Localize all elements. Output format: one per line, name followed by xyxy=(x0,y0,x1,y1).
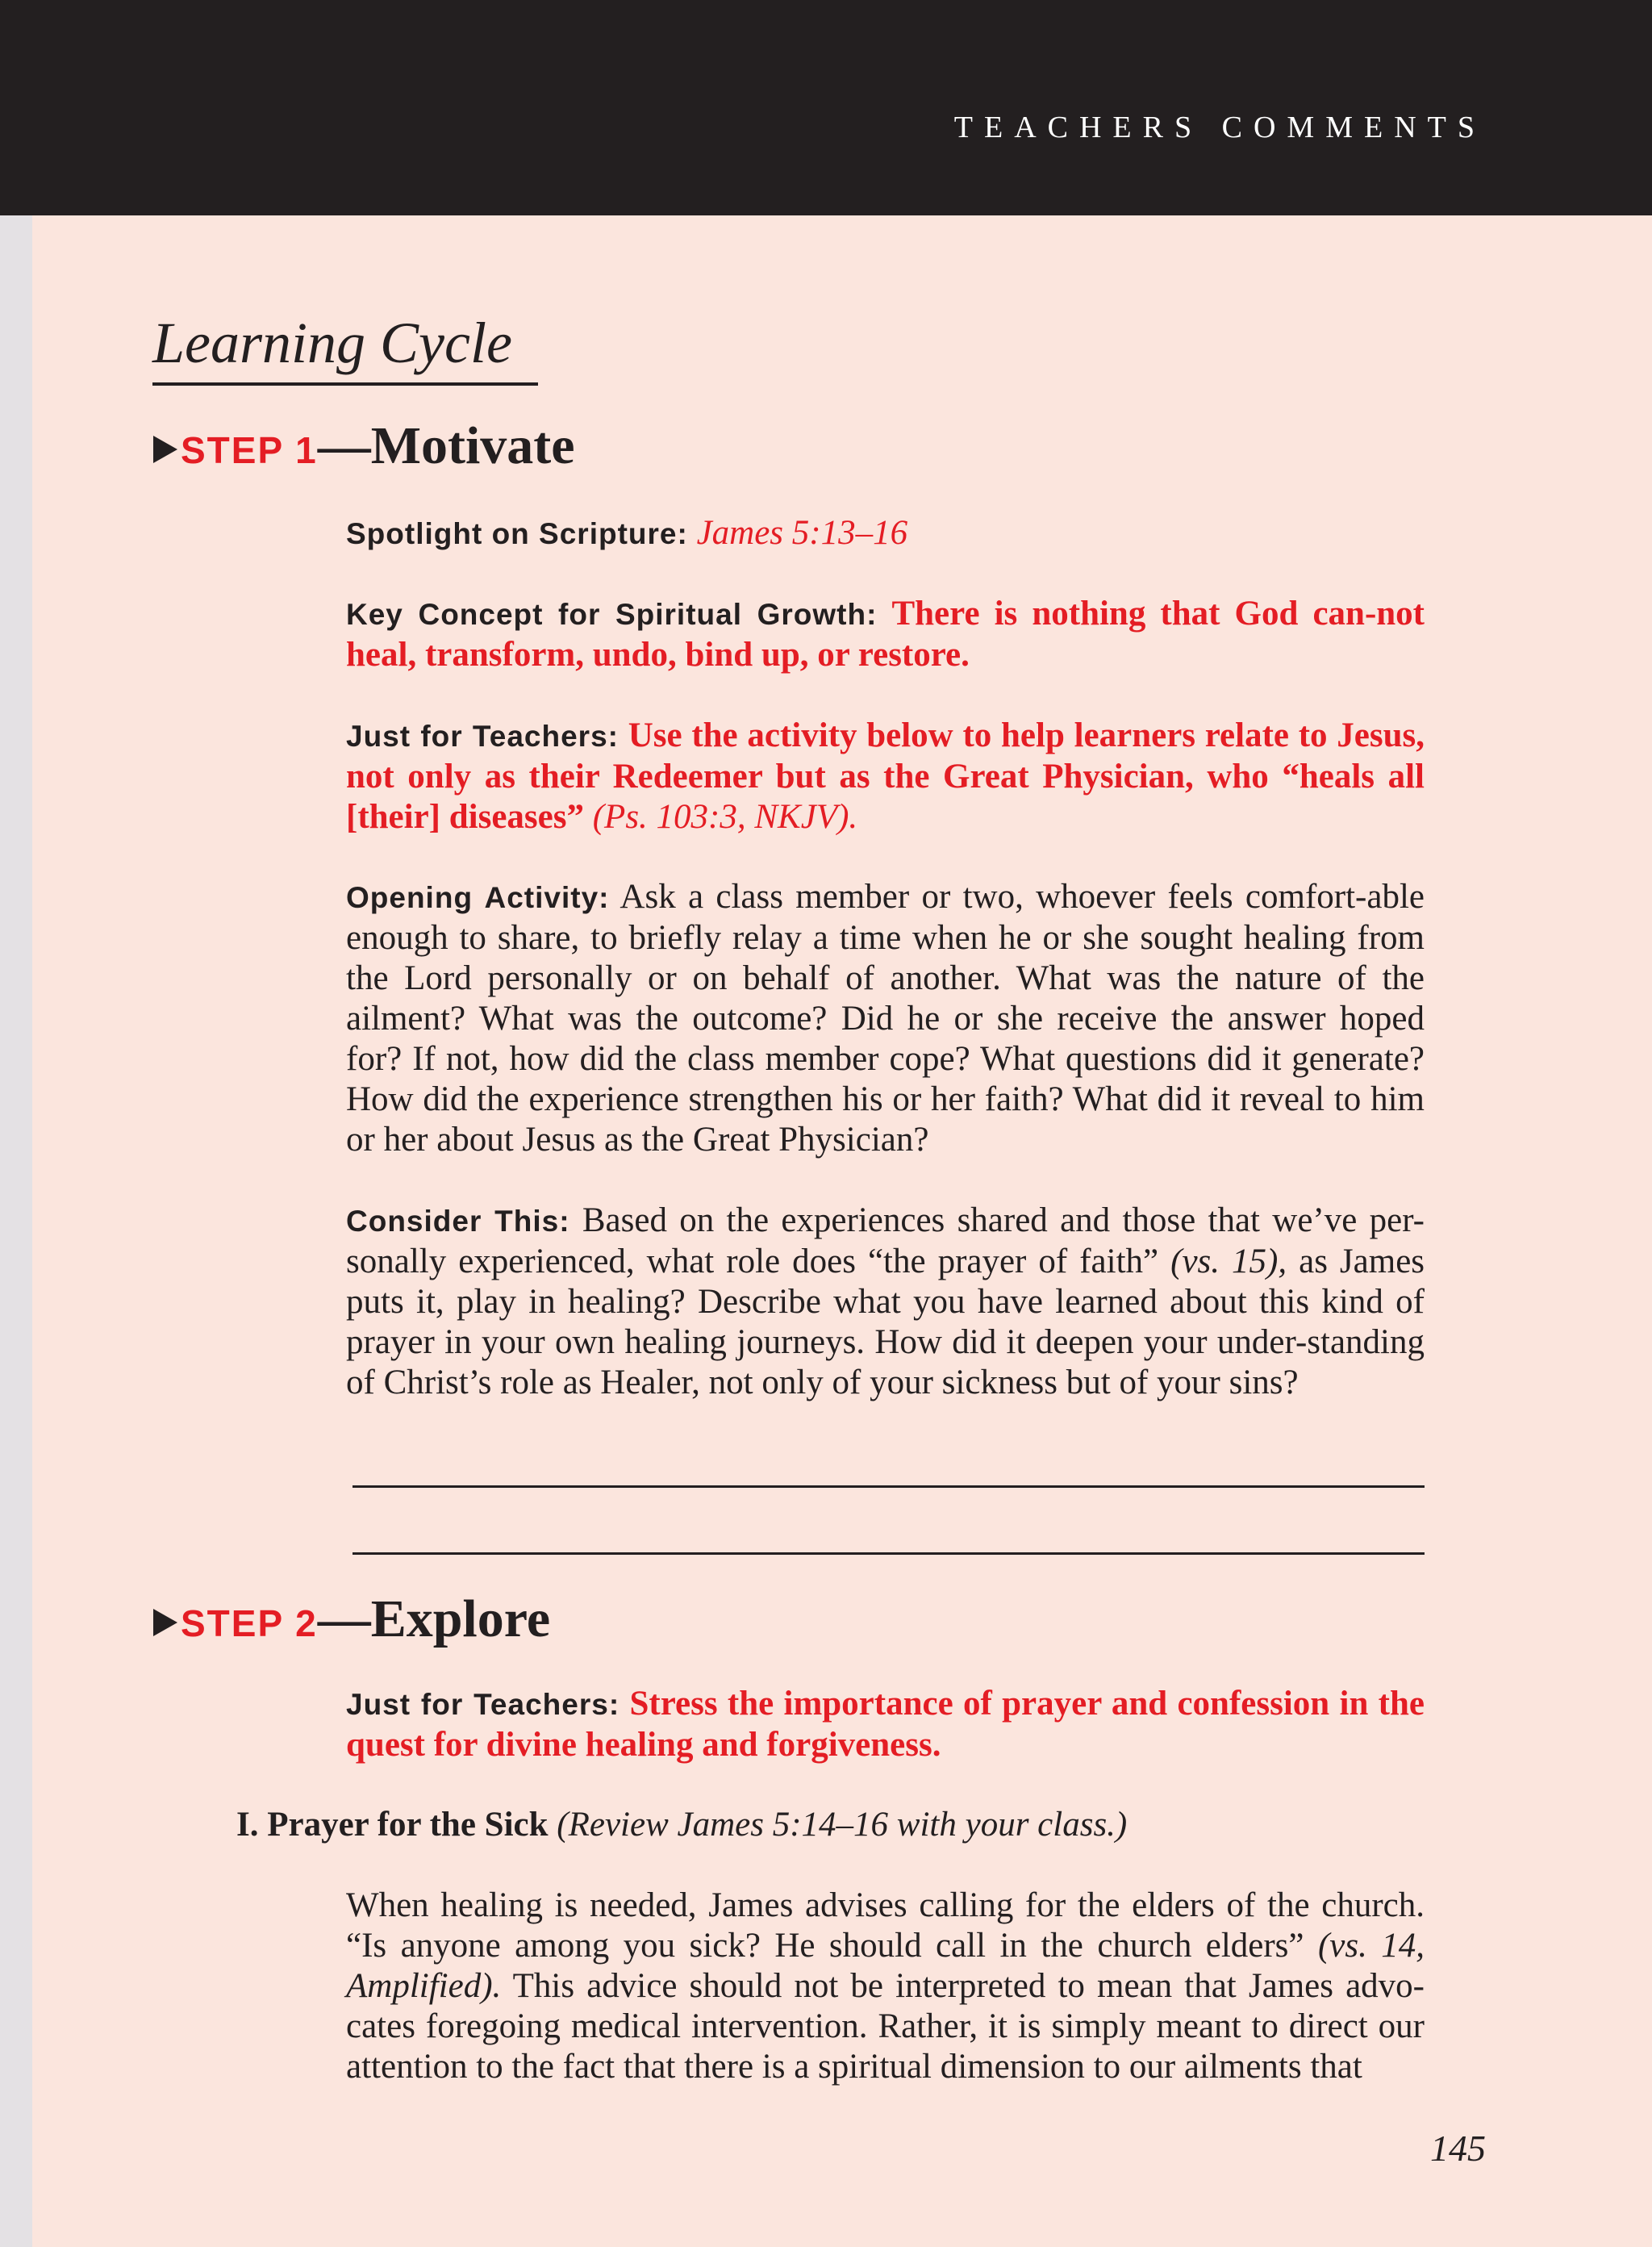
left-margin-strip xyxy=(0,215,32,2247)
jft1-ref: (Ps. 103:3, NKJV). xyxy=(592,798,858,836)
consider-this xyxy=(346,1201,1425,1403)
header-bar xyxy=(0,0,1652,215)
spotlight-lead: Spotlight on Scripture: xyxy=(346,517,688,550)
jft1-lead: Just for Teachers: xyxy=(346,720,619,753)
jft2-text: Stress the importance of prayer and confession in the quest for divine healing and forgiveness. xyxy=(346,1685,1425,1764)
spotlight-ref: James 5:13–16 xyxy=(696,514,908,552)
explore-body-ref: (vs. 14, Amplified). xyxy=(346,1927,1425,2005)
key-concept xyxy=(346,594,1425,675)
triangle-arrow-icon xyxy=(153,436,177,463)
header-title: TEACHERS COMMENTS xyxy=(953,111,1486,144)
just-for-teachers-2 xyxy=(346,1684,1425,1765)
step1-label: STEP 1 xyxy=(181,429,318,471)
explore-body-text2: This advice should not be interpreted to mean that James advo-cates foregoing medical intervention. Rather, it is simply meant to direct our attention to the fact that there is a spiritual dimension to our ailments that xyxy=(346,1967,1425,2086)
opening-activity xyxy=(346,877,1425,1160)
consider-this-ref: (vs. 15), xyxy=(1170,1243,1287,1280)
jft1-text: Use the activity below to help learners relate to Jesus, not only as their Redeemer but as the Great Physician, who “heals all [their] diseases” xyxy=(346,716,1425,836)
opening-activity-lead: Opening Activity: xyxy=(346,881,610,914)
key-concept-text: There is nothing that God can-not heal, transform, undo, bind up, or restore. xyxy=(346,595,1425,674)
consider-this-text2: as James puts it, play in healing? Describe what you have learned about this kind of prayer in your own healing journeys. How did it deepen your under-standing of Christ’s role as Healer, not only of your sickness but of your sins? xyxy=(346,1243,1425,1401)
title-underline xyxy=(152,382,538,386)
step1-title: —Motivate xyxy=(317,416,575,475)
page-number: 145 xyxy=(1430,2128,1486,2169)
opening-activity-text: Ask a class member or two, whoever feels comfort-able enough to share, to briefly relay a time when he or she sought healing from the Lord personally or on behalf of another. What was the nature of the ailment? What was the outcome? Did he or she receive the answer hoped for? If not, how did the class member cope? What questions did it generate? How did the experience strengthen his or her faith? What did it reveal to him or her about Jesus as the Great Physician? xyxy=(346,878,1425,1159)
step2-label: STEP 2 xyxy=(181,1602,318,1644)
step1-heading xyxy=(153,410,575,494)
step2-title: —Explore xyxy=(317,1589,551,1648)
consider-this-lead: Consider This: xyxy=(346,1205,570,1238)
triangle-arrow-icon xyxy=(153,1609,177,1636)
jft2-lead: Just for Teachers: xyxy=(346,1688,620,1721)
section-heading-note: (Review James 5:14–16 with your class.) xyxy=(557,1806,1128,1844)
section-heading-title: I. Prayer for the Sick xyxy=(236,1806,549,1844)
just-for-teachers-1 xyxy=(346,716,1425,837)
explore-body xyxy=(346,1886,1425,2087)
answer-line-2 xyxy=(353,1552,1425,1555)
step2-heading xyxy=(153,1583,550,1667)
learning-cycle-title: Learning Cycle xyxy=(152,311,512,375)
answer-line-1 xyxy=(353,1485,1425,1488)
spotlight-on-scripture xyxy=(346,513,1425,554)
key-concept-lead: Key Concept for Spiritual Growth: xyxy=(346,598,878,631)
section-heading xyxy=(236,1805,1127,1845)
explore-body-text1: When healing is needed, James advises calling for the elders of the church. “Is anyone among you sick? He should call in the church elders” xyxy=(346,1886,1425,1965)
consider-this-text1: Based on the experiences shared and those that we’ve per-sonally experienced, what role does “the prayer of faith” xyxy=(346,1201,1425,1280)
